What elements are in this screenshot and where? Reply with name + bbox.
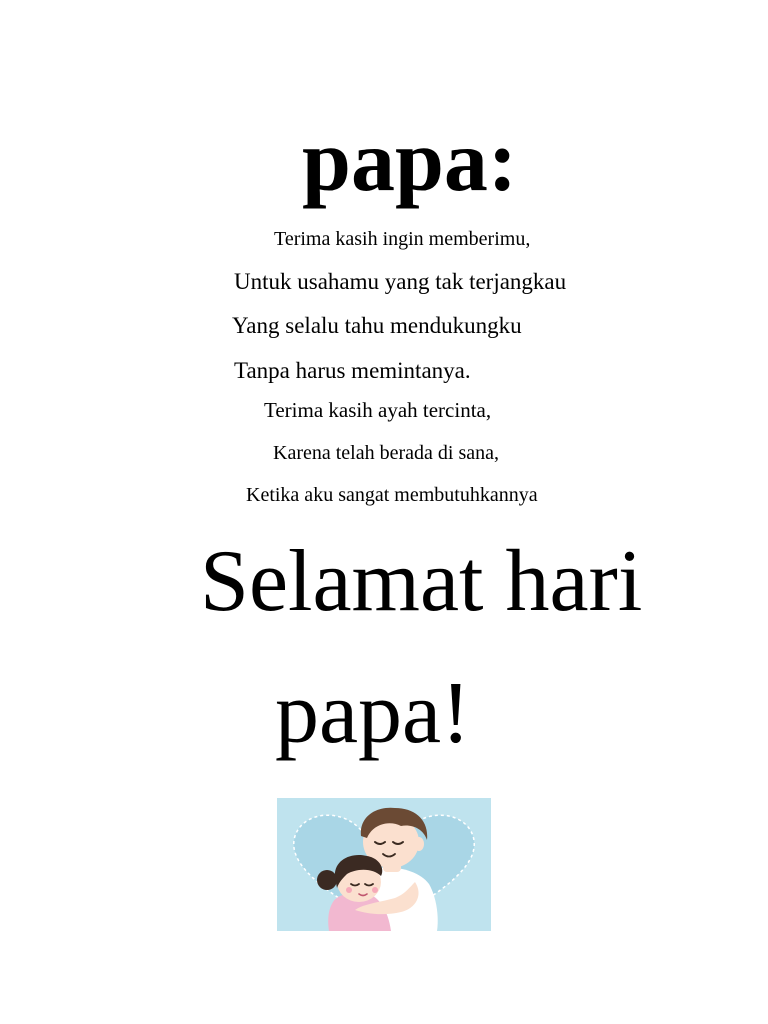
poem-line: Karena telah berada di sana, — [273, 442, 499, 464]
girl-ponytail — [317, 870, 337, 890]
poem-line: Terima kasih ayah tercinta, — [264, 398, 492, 422]
page-heading: papa: — [302, 113, 518, 210]
girl-cheek-left — [346, 887, 352, 893]
illustration-svg — [277, 798, 491, 931]
dad-ear — [414, 837, 424, 851]
poem-line: Untuk usahamu yang tak terjangkau — [234, 269, 567, 294]
greeting-line-1: Selamat hari — [200, 533, 643, 630]
poem-line: Ketika aku sangat membutuhkannya — [246, 484, 538, 506]
girl-cheek-right — [372, 887, 378, 893]
father-daughter-illustration — [277, 798, 491, 931]
poem-line: Yang selalu tahu mendukungku — [232, 313, 522, 338]
poem-line: Terima kasih ingin memberimu, — [274, 228, 531, 250]
poem-line: Tanpa harus memintanya. — [234, 358, 471, 383]
greeting-line-2: papa! — [275, 665, 471, 762]
